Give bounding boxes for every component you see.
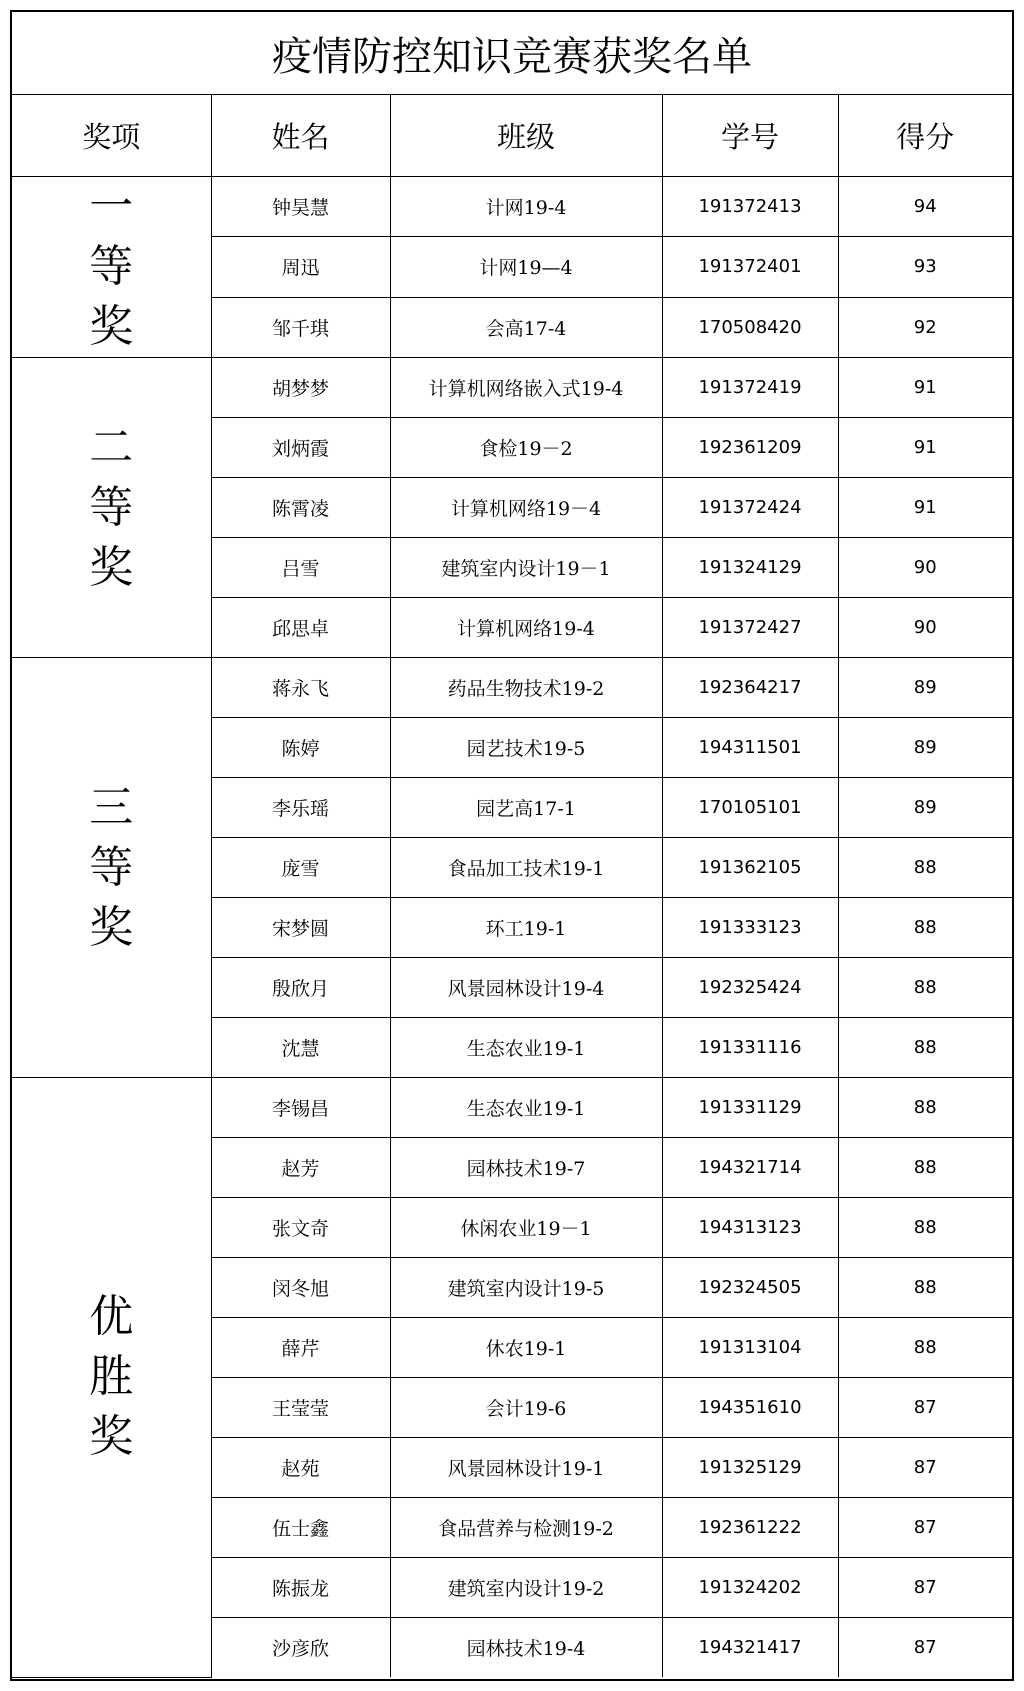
score-cell: 91 — [838, 358, 1012, 418]
student-id-cell: 170105101 — [662, 778, 838, 838]
score-cell: 88 — [838, 898, 1012, 958]
table-row — [12, 658, 1012, 718]
title-row — [12, 12, 1012, 95]
score-cell: 87 — [838, 1438, 1012, 1498]
table-row — [12, 358, 1012, 418]
header-student-id: 学号 — [662, 95, 838, 177]
score-cell: 88 — [838, 838, 1012, 898]
class-cell: 生态农业19-1 — [390, 1018, 662, 1078]
student-id-cell: 192324505 — [662, 1258, 838, 1318]
name-cell: 薛芹 — [211, 1318, 390, 1378]
name-cell: 闵冬旭 — [211, 1258, 390, 1318]
class-cell: 园艺技术19-5 — [390, 718, 662, 778]
student-id-cell: 191324202 — [662, 1558, 838, 1618]
award-cell — [12, 1078, 211, 1678]
class-cell: 计算机网络19-4 — [390, 598, 662, 658]
student-id-cell: 192361209 — [662, 418, 838, 478]
student-id-cell: 194321417 — [662, 1618, 838, 1678]
class-cell: 建筑室内设计19-2 — [390, 1558, 662, 1618]
name-cell: 赵苑 — [211, 1438, 390, 1498]
student-id-cell: 191372427 — [662, 598, 838, 658]
class-cell: 风景园林设计19-4 — [390, 958, 662, 1018]
student-id-cell: 191372413 — [662, 177, 838, 237]
class-cell: 计算机网络19－4 — [390, 478, 662, 538]
name-cell: 胡梦梦 — [211, 358, 390, 418]
name-cell: 庞雪 — [211, 838, 390, 898]
score-cell: 88 — [838, 1198, 1012, 1258]
student-id-cell: 191362105 — [662, 838, 838, 898]
score-cell: 94 — [838, 177, 1012, 237]
class-cell: 会高17-4 — [390, 297, 662, 357]
class-cell: 建筑室内设计19-5 — [390, 1258, 662, 1318]
name-cell: 赵芳 — [211, 1138, 390, 1198]
student-id-cell: 194321714 — [662, 1138, 838, 1198]
class-cell: 休闲农业19－1 — [390, 1198, 662, 1258]
name-cell: 邹千琪 — [211, 297, 390, 357]
name-cell: 殷欣月 — [211, 958, 390, 1018]
score-cell: 88 — [838, 1138, 1012, 1198]
student-id-cell: 191372419 — [662, 358, 838, 418]
award-label: 一等奖 — [89, 181, 134, 352]
class-cell: 计网19-4 — [390, 177, 662, 237]
name-cell: 李乐瑶 — [211, 778, 390, 838]
class-cell: 计网19—4 — [390, 237, 662, 297]
name-cell: 伍士鑫 — [211, 1498, 390, 1558]
student-id-cell: 194351610 — [662, 1378, 838, 1438]
student-id-cell: 192364217 — [662, 658, 838, 718]
name-cell: 张文奇 — [211, 1198, 390, 1258]
name-cell: 刘炳霞 — [211, 418, 390, 478]
table-row — [12, 1078, 1012, 1138]
student-id-cell: 191372401 — [662, 237, 838, 297]
name-cell: 沈慧 — [211, 1018, 390, 1078]
header-class: 班级 — [390, 95, 662, 177]
score-cell: 88 — [838, 1078, 1012, 1138]
award-label: 二等奖 — [89, 421, 134, 593]
header-award: 奖项 — [12, 95, 211, 177]
page-title: 疫情防控知识竞赛获奖名单 — [12, 12, 1012, 95]
class-cell: 园林技术19-7 — [390, 1138, 662, 1198]
award-cell — [12, 358, 211, 658]
score-cell: 90 — [838, 538, 1012, 598]
student-id-cell: 191333123 — [662, 898, 838, 958]
class-cell: 休农19-1 — [390, 1318, 662, 1378]
score-cell: 87 — [838, 1378, 1012, 1438]
score-cell: 91 — [838, 418, 1012, 478]
class-cell: 环工19-1 — [390, 898, 662, 958]
award-cell — [12, 658, 211, 1078]
score-cell: 91 — [838, 478, 1012, 538]
header-name: 姓名 — [211, 95, 390, 177]
name-cell: 邱思卓 — [211, 598, 390, 658]
class-cell: 园艺高17-1 — [390, 778, 662, 838]
name-cell: 陈霄凌 — [211, 478, 390, 538]
student-id-cell: 191331129 — [662, 1078, 838, 1138]
name-cell: 吕雪 — [211, 538, 390, 598]
student-id-cell: 191372424 — [662, 478, 838, 538]
class-cell: 风景园林设计19-1 — [390, 1438, 662, 1498]
student-id-cell: 191324129 — [662, 538, 838, 598]
score-cell: 92 — [838, 297, 1012, 357]
student-id-cell: 191331116 — [662, 1018, 838, 1078]
name-cell: 王莹莹 — [211, 1378, 390, 1438]
award-label: 三等奖 — [89, 781, 134, 953]
class-cell: 药品生物技术19-2 — [390, 658, 662, 718]
name-cell: 沙彦欣 — [211, 1618, 390, 1678]
score-cell: 89 — [838, 778, 1012, 838]
score-cell: 88 — [838, 958, 1012, 1018]
student-id-cell: 194313123 — [662, 1198, 838, 1258]
award-cell — [12, 177, 211, 358]
award-table — [12, 12, 1012, 1678]
award-list-sheet — [10, 10, 1014, 1681]
header-row — [12, 95, 1012, 177]
name-cell: 钟昊慧 — [211, 177, 390, 237]
class-cell: 建筑室内设计19－1 — [390, 538, 662, 598]
name-cell: 李锡昌 — [211, 1078, 390, 1138]
score-cell: 90 — [838, 598, 1012, 658]
student-id-cell: 192325424 — [662, 958, 838, 1018]
class-cell: 食品加工技术19-1 — [390, 838, 662, 898]
student-id-cell: 170508420 — [662, 297, 838, 357]
score-cell: 88 — [838, 1318, 1012, 1378]
table-row — [12, 177, 1012, 237]
score-cell: 87 — [838, 1558, 1012, 1618]
student-id-cell: 192361222 — [662, 1498, 838, 1558]
score-cell: 89 — [838, 718, 1012, 778]
score-cell: 89 — [838, 658, 1012, 718]
class-cell: 食检19－2 — [390, 418, 662, 478]
class-cell: 食品营养与检测19-2 — [390, 1498, 662, 1558]
student-id-cell: 191313104 — [662, 1318, 838, 1378]
name-cell: 陈婷 — [211, 718, 390, 778]
student-id-cell: 194311501 — [662, 718, 838, 778]
name-cell: 蒋永飞 — [211, 658, 390, 718]
class-cell: 园林技术19-4 — [390, 1618, 662, 1678]
score-cell: 88 — [838, 1258, 1012, 1318]
class-cell: 计算机网络嵌入式19-4 — [390, 358, 662, 418]
score-cell: 87 — [838, 1498, 1012, 1558]
class-cell: 会计19-6 — [390, 1378, 662, 1438]
score-cell: 87 — [838, 1618, 1012, 1678]
student-id-cell: 191325129 — [662, 1438, 838, 1498]
name-cell: 宋梦圆 — [211, 898, 390, 958]
award-label: 优胜奖 — [89, 1291, 134, 1463]
score-cell: 88 — [838, 1018, 1012, 1078]
score-cell: 93 — [838, 237, 1012, 297]
name-cell: 陈振龙 — [211, 1558, 390, 1618]
class-cell: 生态农业19-1 — [390, 1078, 662, 1138]
name-cell: 周迅 — [211, 237, 390, 297]
header-score: 得分 — [838, 95, 1012, 177]
